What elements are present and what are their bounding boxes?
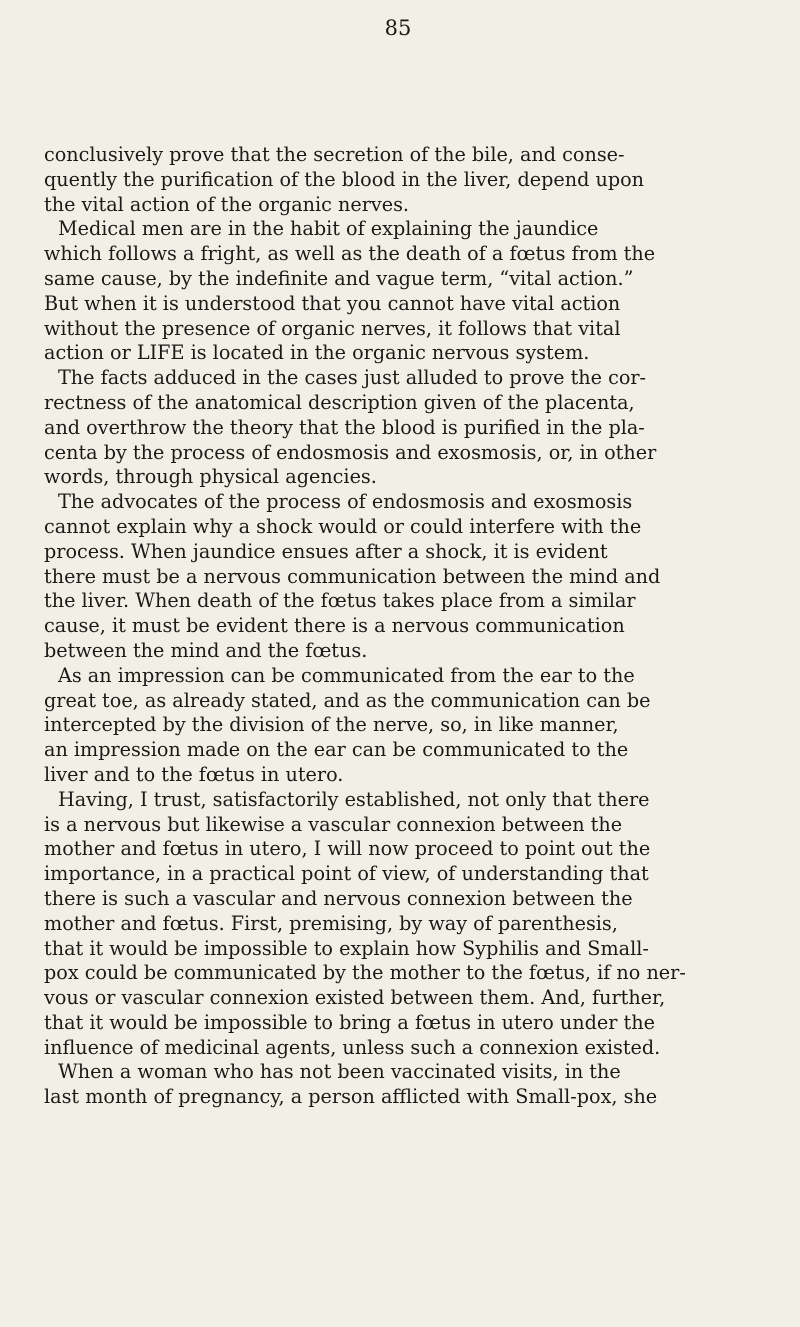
text-line: centa by the process of endosmosis and exosmosis, or, in other [44, 440, 657, 464]
text-line: cannot explain why a shock would or could interfere with the [44, 514, 642, 538]
text-line: without the presence of organic nerves, it follows that vital [44, 316, 621, 340]
text-line: is a nervous but likewise a vascular connexion between the [44, 812, 623, 836]
text-line: liver and to the fœtus in utero. [44, 762, 344, 786]
text-line: intercepted by the division of the nerve, so, in like manner, [44, 713, 619, 737]
text-line: that it would be impossible to bring a fœtus in utero under the [44, 1010, 655, 1034]
text-line: vous or vascular connexion existed between them. And, further, [44, 986, 666, 1010]
text-line: between the mind and the fœtus. [44, 638, 368, 662]
text-line: As an impression can be communicated from the ear to the [58, 663, 635, 687]
text-line: an impression made on the ear can be communicated to the [44, 738, 629, 762]
text-line: Medical men are in the habit of explaining the jaundice [58, 217, 599, 241]
text-line: The facts adduced in the cases just alluded to prove the cor- [58, 366, 647, 390]
page-number: 85 [384, 16, 412, 40]
text-line: rectness of the anatomical description given of the placenta, [44, 390, 635, 414]
text-line: cause, it must be evident there is a nervous communication [44, 614, 625, 638]
text-line: the liver. When death of the fœtus takes place from a similar [44, 589, 636, 613]
text-line: mother and fœtus. First, premising, by way of parenthesis, [44, 911, 618, 935]
text-line: influence of medicinal agents, unless such a connexion existed. [44, 1035, 661, 1059]
text-line: Having, I trust, satisfactorily established, not only that there [58, 787, 650, 811]
text-line: and overthrow the theory that the blood is purified in the pla- [44, 415, 645, 439]
text-line: that it would be impossible to explain how Syphilis and Small- [44, 936, 649, 960]
text-line: action or LIFE is located in the organic nervous system. [44, 341, 590, 365]
text-line: conclusively prove that the secretion of the bile, and conse- [44, 143, 625, 166]
text-line: pox could be communicated by the mother to the fœtus, if no ner- [44, 961, 686, 985]
text-line: The advocates of the process of endosmosis and exosmosis [58, 490, 633, 514]
text-line: But when it is understood that you cannot have vital action [44, 291, 621, 315]
text-line: quently the purification of the blood in the liver, depend upon [44, 167, 645, 191]
text-line: words, through physical agencies. [44, 465, 377, 489]
text-line: there must be a nervous communication between the mind and [44, 564, 661, 588]
text-line: last month of pregnancy, a person afflicted with Small-pox, she [44, 1085, 658, 1109]
text-line: same cause, by the indefinite and vague term, “vital action.” [44, 266, 634, 290]
text-line: When a woman who has not been vaccinated visits, in the [58, 1060, 621, 1084]
body-text [44, 143, 772, 1110]
text-line: the vital action of the organic nerves. [44, 192, 410, 216]
text-line: great toe, as already stated, and as the communication can be [44, 688, 651, 712]
text-line: mother and fœtus in utero, I will now proceed to point out the [44, 837, 651, 861]
text-line: which follows a fright, as well as the death of a fœtus from the [44, 242, 656, 266]
text-line: there is such a vascular and nervous connexion between the [44, 886, 633, 910]
text-line: process. When jaundice ensues after a shock, it is evident [44, 539, 608, 563]
text-line: importance, in a practical point of view, of understanding that [44, 862, 649, 886]
